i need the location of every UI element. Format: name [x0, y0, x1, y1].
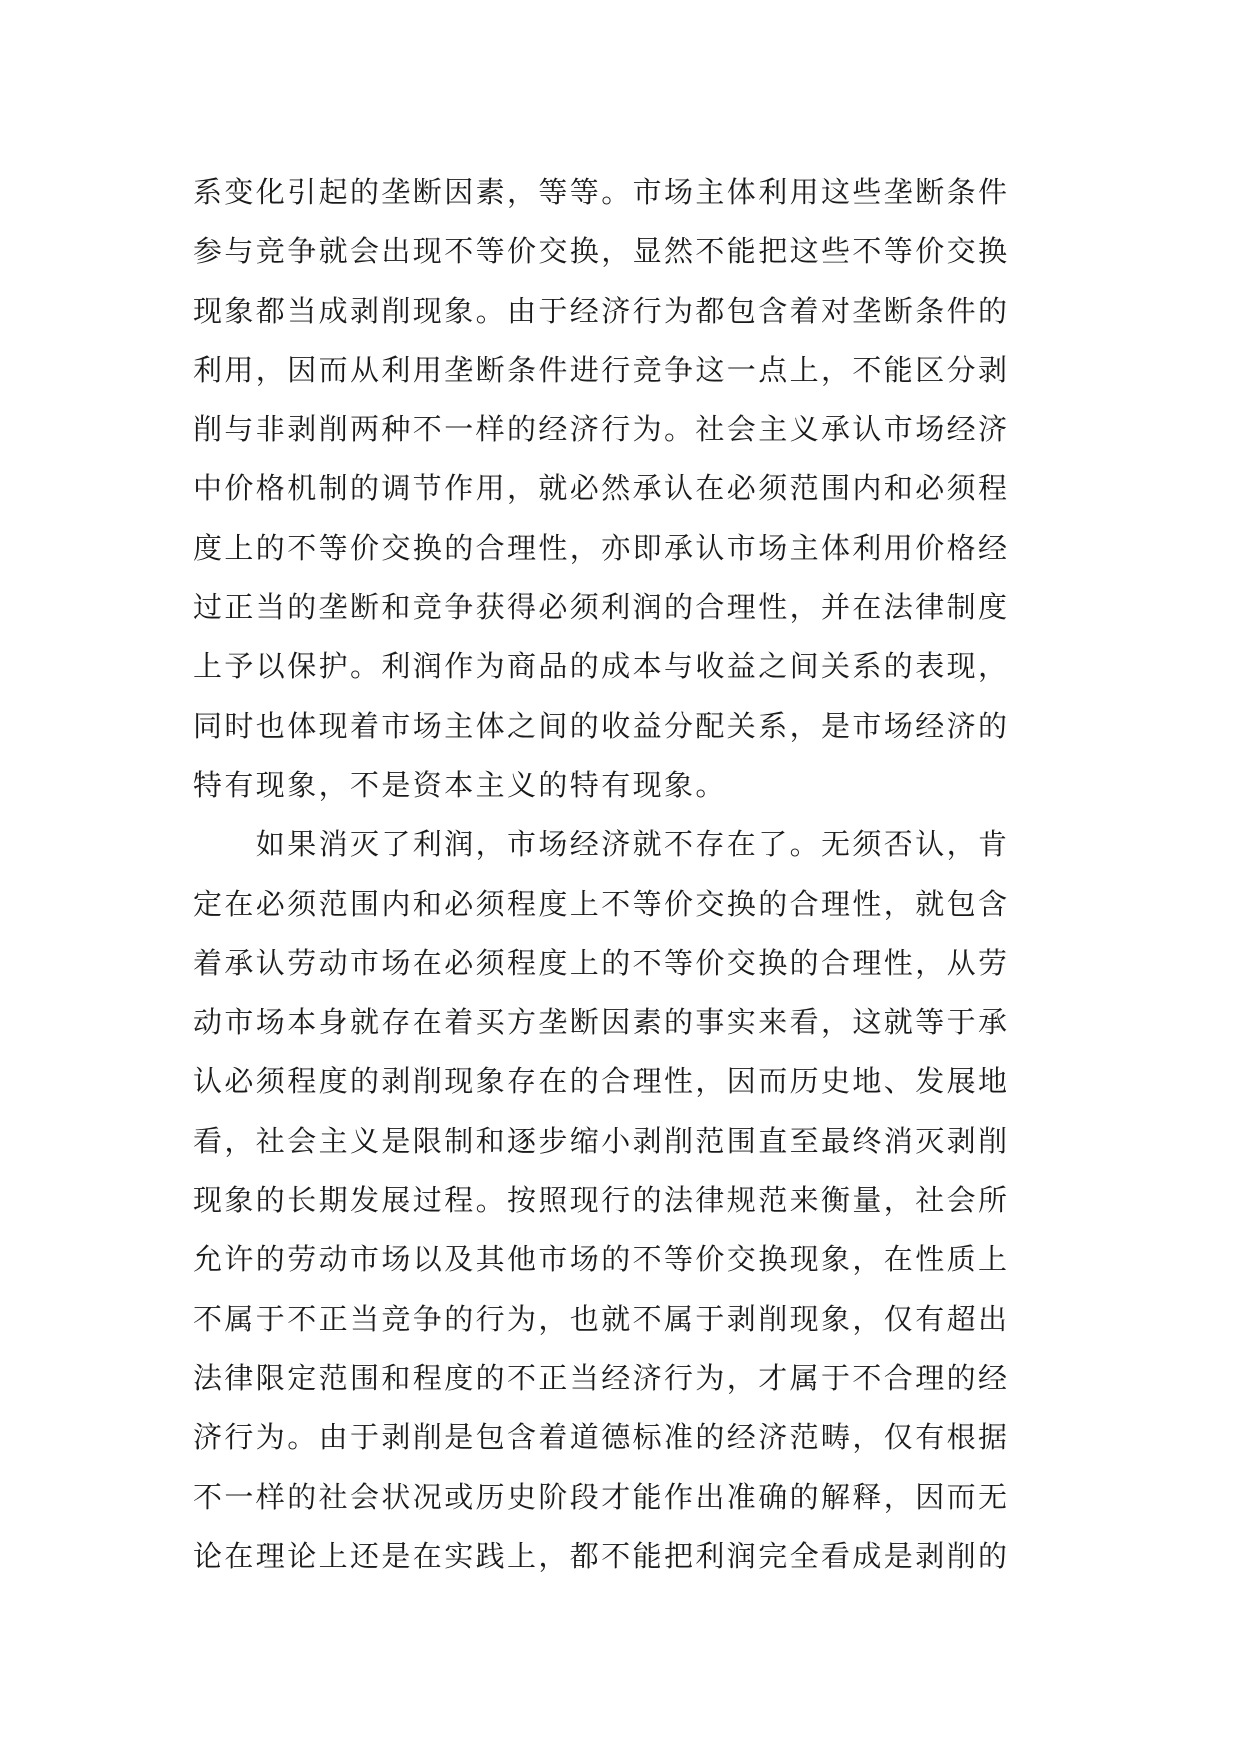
- text-line: 法律限定范围和程度的不正当经济行为，才属于不合理的经: [193, 1360, 1010, 1395]
- text-line: 着承认劳动市场在必须程度上的不等价交换的合理性，从劳: [193, 945, 1010, 980]
- text-line: 现象的长期发展过程。按照现行的法律规范来衡量，社会所: [193, 1183, 1010, 1218]
- text-line: 济行为。由于剥削是包含着道德标准的经济范畴，仅有根据: [193, 1420, 1010, 1455]
- text-line: 中价格机制的调节作用，就必然承认在必须范围内和必须程: [193, 471, 1010, 506]
- text-line: 允许的劳动市场以及其他市场的不等价交换现象，在性质上: [193, 1242, 1010, 1277]
- paragraph: [193, 815, 1061, 1586]
- text-line: 系变化引起的垄断因素，等等。市场主体利用这些垄断条件: [193, 175, 1010, 209]
- text-line: 不属于不正当竞争的行为，也就不属于剥削现象，仅有超出: [193, 1301, 1010, 1336]
- text-line: 不一样的社会状况或历史阶段才能作出准确的解释，因而无: [193, 1479, 1010, 1514]
- text-line: 度上的不等价交换的合理性，亦即承认市场主体利用价格经: [193, 530, 1010, 565]
- text-line: 上予以保护。利润作为商品的成本与收益之间关系的表现，: [193, 649, 1010, 684]
- text-line: 如果消灭了利润，市场经济就不存在了。无须否认，肯: [193, 827, 1010, 862]
- text-line: 认必须程度的剥削现象存在的合理性，因而历史地、发展地: [193, 1064, 1010, 1099]
- text-line: 动市场本身就存在着买方垄断因素的事实来看，这就等于承: [193, 1005, 1010, 1040]
- text-line: 参与竞争就会出现不等价交换，显然不能把这些不等价交换: [193, 234, 1010, 269]
- text-line: 削与非剥削两种不一样的经济行为。社会主义承认市场经济: [193, 412, 1010, 447]
- text-line: 特有现象，不是资本主义的特有现象。: [193, 767, 727, 802]
- body-text: [193, 163, 1061, 1586]
- text-line: 过正当的垄断和竞争获得必须利润的合理性，并在法律制度: [193, 590, 1010, 625]
- text-line: 论在理论上还是在实践上，都不能把利润完全看成是剥削的: [193, 1538, 1010, 1573]
- text-line: 定在必须范围内和必须程度上不等价交换的合理性，就包含: [193, 886, 1010, 921]
- text-line: 看，社会主义是限制和逐步缩小剥削范围直至最终消灭剥削: [193, 1123, 1010, 1158]
- text-line: 利用，因而从利用垄断条件进行竞争这一点上，不能区分剥: [193, 352, 1010, 387]
- paragraph: [193, 163, 1061, 815]
- text-line: 同时也体现着市场主体之间的收益分配关系，是市场经济的: [193, 708, 1010, 743]
- text-line: 现象都当成剥削现象。由于经济行为都包含着对垄断条件的: [193, 293, 1010, 328]
